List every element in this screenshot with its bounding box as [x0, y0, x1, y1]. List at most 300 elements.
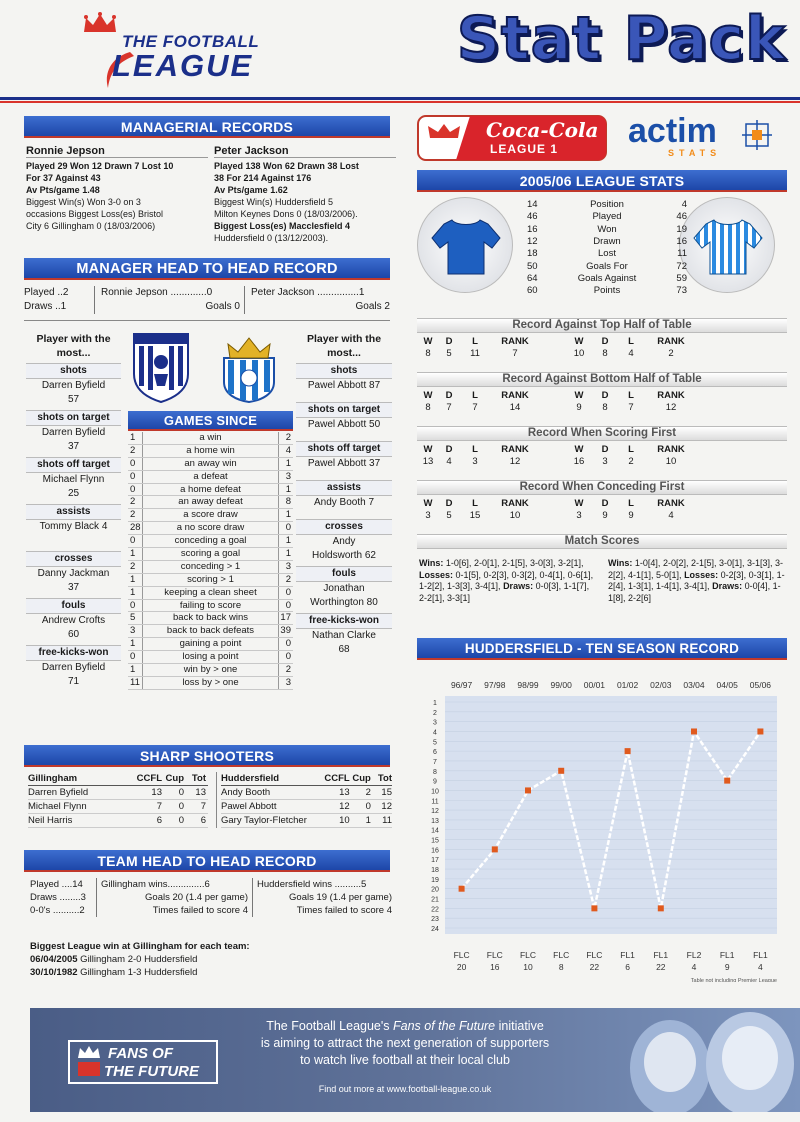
scorer-league-goals: 10 — [339, 815, 350, 826]
match-scores-huddersfield — [608, 558, 786, 604]
hud-wins: Huddersfield wins ..........5 — [257, 879, 367, 890]
huddersfield-count: 2 — [285, 664, 291, 676]
scorer-name: Andy Booth — [221, 787, 271, 798]
biggest-win-date: 06/04/2005 — [30, 954, 78, 965]
gillingham-count: 0 — [130, 651, 136, 663]
gillingham-shirt-icon — [418, 198, 514, 294]
record-line: For 37 Against 43 — [26, 173, 101, 183]
games-since-heading: GAMES SINCE — [128, 411, 293, 431]
team-h2h-huddersfield — [252, 878, 392, 917]
losses-label: Losses: — [684, 569, 719, 580]
games-since-row — [128, 471, 293, 484]
huddersfield-count: 1 — [285, 509, 291, 521]
position-value-label: 16 — [490, 962, 500, 972]
team-name: Huddersfield — [221, 773, 280, 784]
fotf-line1-post: initiative — [495, 1019, 544, 1033]
division-label: FLC — [453, 950, 470, 960]
stat-category-label: shots off target — [296, 441, 392, 457]
fotf-line1: FANS OF — [108, 1045, 174, 1062]
col-tot: Tot — [377, 773, 392, 784]
scorer-cup-goals: 2 — [365, 787, 371, 798]
scorer-cup-goals: 0 — [178, 787, 184, 798]
position-point — [492, 846, 498, 852]
sharp-shooters-gillingham — [28, 772, 208, 828]
manager-name: Ronnie Jepson — [26, 145, 208, 158]
position-tick-label: 11 — [431, 798, 439, 806]
games-since-label: scoring a goal — [142, 548, 279, 560]
season-tick-label: 98/99 — [517, 680, 539, 690]
position-value-label: 8 — [558, 962, 564, 972]
h2h-summary — [24, 286, 94, 314]
manager-h2h-heading: MANAGER HEAD TO HEAD RECORD — [24, 258, 390, 280]
games-since-label: failing to score — [142, 600, 279, 612]
stat-category-label: shots — [26, 363, 121, 379]
team-h2h-gillingham — [96, 878, 248, 917]
record-line: Av Pts/game 1.48 — [26, 185, 100, 195]
position-point — [558, 768, 564, 774]
spacer — [296, 432, 392, 438]
losses-scores: 0-2[3], 0-3[1], 1-2[4], 1-3[1], 1-4[1], 3-4[1], — [608, 569, 785, 591]
games-since-label: conceding a goal — [142, 535, 279, 547]
huddersfield-value: 11 — [677, 248, 687, 260]
games-since-label: gaining a point — [142, 638, 279, 650]
scorer-league-goals: 6 — [156, 815, 162, 826]
record-col-header: RANK — [501, 498, 529, 509]
games-since-label: win by > one — [142, 664, 279, 676]
losses-label: Losses: — [419, 569, 454, 580]
sharp-shooters-header — [28, 772, 208, 786]
gillingham-count: 0 — [130, 535, 136, 547]
division-label: FL1 — [753, 950, 768, 960]
huddersfield-count: 3 — [285, 676, 291, 688]
season-tick-label: 96/97 — [450, 680, 473, 690]
season-tick-label: 01/02 — [616, 680, 639, 690]
record-value: 4 — [628, 348, 634, 359]
record-col-header: RANK — [657, 390, 685, 401]
scorer-cup-goals: 0 — [365, 801, 371, 812]
division-label: FL1 — [653, 950, 669, 960]
gillingham-value: 50 — [527, 260, 538, 272]
gillingham-count: 0 — [130, 470, 136, 482]
header-rule-red — [0, 101, 800, 103]
record-values-row — [417, 348, 787, 360]
position-tick-label: 20 — [431, 886, 439, 894]
stat-category-label: shots on target — [296, 402, 392, 418]
record-col-header: L — [472, 498, 478, 509]
record-heading: Record Against Top Half of Table — [417, 318, 787, 333]
record-col-header: D — [445, 444, 453, 455]
stat-category-label: fouls — [296, 566, 392, 582]
fotf-line2: THE FUTURE — [104, 1063, 199, 1080]
record-col-header: W — [423, 390, 433, 401]
scorer-league-goals: 7 — [156, 801, 162, 812]
position-value-label: 10 — [523, 962, 533, 972]
gill-goals: Goals 20 (1.4 per game) — [145, 892, 248, 903]
record-col-header: W — [574, 390, 584, 401]
record-value: 10 — [665, 456, 677, 467]
spacer — [296, 393, 392, 399]
col-cup: Cup — [352, 773, 371, 784]
record-col-header: W — [423, 444, 433, 455]
draws-scores: 0-0[3], 1-1[7], 2-2[1], 3-3[1] — [419, 581, 590, 603]
huddersfield-count: 39 — [280, 625, 291, 637]
header-rule-blue — [0, 97, 800, 100]
gillingham-count: 28 — [130, 522, 141, 534]
record-grid — [417, 390, 787, 414]
league-stat-label: Goals Against — [577, 272, 637, 284]
record-value: 9 — [628, 510, 634, 521]
scorer-total-goals: 13 — [195, 787, 206, 798]
games-since-label: keeping a clean sheet — [142, 587, 279, 599]
wins-label: Wins: — [419, 558, 444, 568]
gill-wins: Gillingham wins..............6 — [101, 879, 210, 890]
player-most-right — [296, 332, 392, 657]
player-name: Andy Booth 7 — [313, 497, 375, 508]
games-since-row — [128, 496, 293, 509]
position-value-label: 9 — [724, 962, 730, 972]
record-value: 7 — [512, 348, 518, 359]
col-tot: Tot — [191, 773, 206, 784]
games-since-label: back to back wins — [142, 612, 279, 624]
position-tick-label: 19 — [431, 876, 439, 884]
league-stats-heading: 2005/06 LEAGUE STATS — [417, 170, 787, 192]
record-col-header: D — [445, 390, 453, 401]
record-value: 8 — [602, 402, 608, 413]
stat-category-label: shots — [296, 363, 392, 379]
draws-scores: 0-0[4], 1-1[8], 2-2[6] — [608, 581, 781, 603]
games-since-label: a home defeat — [142, 484, 279, 496]
chart-footnote: Table not including Premier League — [690, 978, 777, 982]
record-col-header: W — [574, 336, 584, 347]
position-value-label: 4 — [691, 962, 697, 972]
team-name: Gillingham — [28, 773, 78, 784]
position-tick-label: 14 — [431, 827, 439, 835]
league-stat-label: Position — [590, 199, 624, 210]
stat-category-label: crosses — [26, 551, 121, 567]
games-since-label: a win — [142, 432, 279, 444]
huddersfield-count: 1 — [285, 548, 291, 560]
huddersfield-value: 46 — [676, 211, 687, 223]
record-value: 3 — [602, 456, 608, 467]
player-stat-value: 57 — [67, 394, 80, 405]
ten-season-chart-svg — [417, 672, 789, 982]
position-tick-label: 22 — [431, 906, 439, 914]
player-name: Nathan Clarke — [312, 630, 376, 641]
scorer-cup-goals: 1 — [365, 815, 371, 826]
season-tick-label: 99/00 — [550, 680, 572, 690]
player-name: Pawel Abbott 37 — [307, 458, 381, 469]
player-stat-value: 37 — [67, 441, 80, 452]
record-col-header: W — [574, 444, 584, 455]
gillingham-value: 16 — [527, 223, 538, 235]
position-tick-label: 12 — [431, 808, 439, 816]
position-tick-label: 13 — [431, 817, 439, 825]
gillingham-count: 1 — [130, 432, 136, 443]
position-value-label: 22 — [656, 962, 666, 972]
league-stat-row — [527, 261, 687, 273]
record-value: 14 — [509, 402, 521, 413]
huddersfield-count: 2 — [285, 573, 291, 585]
huddersfield-shirt-badge — [679, 197, 775, 293]
record-col-header: D — [601, 336, 609, 347]
sharp-shooters-header — [221, 772, 392, 786]
games-since-label: a defeat — [142, 471, 279, 483]
position-tick-label: 15 — [431, 837, 439, 845]
logo-line2: LEAGUE — [112, 48, 254, 83]
scorer-name: Neil Harris — [28, 815, 73, 826]
record-value: 10 — [573, 348, 585, 359]
fotf-website-link[interactable]: Find out more at www.football-league.co.uk — [318, 1084, 492, 1094]
games-since-row — [128, 509, 293, 522]
position-tick-label: 5 — [433, 739, 437, 747]
stat-category-label: fouls — [26, 598, 121, 614]
fotf-message — [225, 1018, 585, 1069]
record-grid — [417, 498, 787, 522]
position-tick-label: 7 — [433, 758, 437, 766]
gillingham-count: 2 — [130, 496, 136, 508]
league-stat-row — [527, 199, 687, 211]
player-most-title: Player with the most... — [36, 333, 111, 359]
record-value: 5 — [446, 348, 452, 359]
position-point — [724, 778, 730, 784]
huddersfield-shirt-icon — [680, 198, 776, 294]
h2h-jackson-wins: Peter Jackson ...............1 — [251, 287, 365, 298]
position-point — [591, 905, 597, 911]
stat-category-label: free-kicks-won — [26, 645, 121, 661]
position-tick-label: 1 — [433, 700, 437, 707]
position-point — [691, 728, 697, 734]
record-col-header: D — [445, 498, 453, 509]
fans-of-future-banner — [30, 1008, 800, 1112]
biggest-win-text: Gillingham 1-3 Huddersfield — [77, 967, 198, 978]
scorer-total-goals: 12 — [381, 801, 392, 812]
wins-label: Wins: — [608, 558, 633, 568]
league-stat-label: Drawn — [593, 235, 621, 247]
league-stat-label: Won — [597, 223, 617, 235]
huddersfield-count: 0 — [285, 638, 291, 650]
gillingham-count: 11 — [130, 676, 140, 688]
crown-icon — [82, 12, 118, 36]
record-line: Biggest Win(s) Huddersfield 5 — [214, 197, 334, 207]
gillingham-count: 5 — [130, 612, 136, 624]
scorer-cup-goals: 0 — [178, 801, 184, 812]
record-value: 15 — [469, 510, 481, 521]
record-col-header: RANK — [657, 498, 685, 509]
division-label: FL1 — [719, 950, 735, 960]
record-heading: Record Against Bottom Half of Table — [417, 372, 787, 387]
gillingham-value: 12 — [527, 235, 538, 247]
player-name: Pawel Abbott 87 — [307, 380, 381, 391]
position-tick-label: 16 — [431, 847, 439, 855]
gillingham-value: 64 — [527, 272, 538, 284]
huddersfield-count: 1 — [285, 457, 291, 469]
games-since-label: a no score draw — [142, 522, 279, 534]
stat-category-label: shots on target — [26, 410, 121, 426]
player-name: Michael Flynn — [42, 474, 105, 485]
record-line: Huddersfield 0 (13/12/2003). — [214, 233, 329, 243]
player-name: Pawel Abbott 50 — [307, 419, 381, 430]
record-col-header: L — [472, 444, 478, 455]
football-league-logo — [62, 12, 322, 92]
season-tick-label: 97/98 — [484, 680, 506, 690]
gillingham-crest — [130, 330, 192, 409]
position-value-label: 4 — [758, 962, 763, 972]
games-since-label: an away win — [142, 458, 279, 470]
huddersfield-count: 8 — [285, 496, 291, 508]
huddersfield-count: 3 — [285, 560, 291, 572]
huddersfield-value: 73 — [676, 285, 687, 297]
games-since-row — [128, 677, 293, 690]
games-since-row — [128, 522, 293, 535]
record-values-row — [417, 510, 787, 522]
games-since-row — [128, 600, 293, 613]
huddersfield-count: 4 — [285, 444, 291, 456]
player-name: Tommy Black 4 — [39, 521, 108, 532]
match-scores-gillingham — [419, 558, 597, 604]
scorer-name: Pawel Abbott — [221, 801, 277, 812]
record-value: 2 — [628, 456, 634, 467]
team-h2h-heading: TEAM HEAD TO HEAD RECORD — [24, 850, 390, 872]
team-h2h-summary — [30, 878, 92, 917]
record-heading: Record When Scoring First — [417, 426, 787, 441]
wins-scores: 1-0[4], 2-0[2], 2-1[5], 3-0[1], 3-1[3], 3-2[2], 4-1[1], 5-0[1], — [608, 558, 784, 580]
division-label: FLC — [586, 950, 603, 960]
record-header-row — [417, 336, 787, 348]
huddersfield-count: 1 — [285, 535, 291, 547]
games-since-row — [128, 638, 293, 651]
gillingham-value: 46 — [527, 211, 538, 223]
position-point — [757, 728, 763, 734]
season-tick-label: 04/05 — [716, 680, 738, 690]
divider — [24, 320, 390, 321]
record-col-header: RANK — [501, 390, 529, 401]
record-line: Biggest Loss(es) Macclesfield 4 — [214, 221, 351, 231]
record-col-header: W — [574, 498, 584, 509]
player-name: Darren Byfield — [41, 662, 106, 673]
league-stats-panel — [417, 195, 787, 307]
record-col-header: L — [472, 336, 478, 347]
record-line: Biggest Win(s) Won 3-0 on 3 — [26, 197, 141, 207]
record-values-row — [417, 456, 787, 468]
division-label: FLC — [486, 950, 503, 960]
record-col-header: L — [472, 390, 478, 401]
player-stat-value: 71 — [67, 676, 80, 687]
h2h-draws: Draws ..1 — [24, 301, 67, 312]
scorer-league-goals: 13 — [339, 787, 350, 798]
record-line: Played 138 Won 62 Drawn 38 Lost — [214, 161, 359, 171]
col-ccfl: CCFL — [324, 773, 350, 784]
position-tick-label: 21 — [431, 896, 439, 904]
h2h-jepson — [94, 286, 244, 314]
gillingham-count: 0 — [130, 457, 136, 469]
huddersfield-count: 0 — [285, 522, 291, 534]
team-h2h-draws: Draws ........3 — [30, 892, 86, 903]
position-tick-label: 17 — [431, 857, 439, 865]
huddersfield-value: 72 — [676, 260, 687, 272]
games-since-row — [128, 484, 293, 497]
biggest-wins-title: Biggest League win at Gillingham for each team: — [30, 941, 250, 952]
logo-line1: THE FOOTBALL — [122, 32, 260, 51]
league-stat-row — [527, 211, 687, 223]
huddersfield-count: 2 — [285, 432, 291, 443]
scorer-total-goals: 6 — [200, 815, 206, 826]
record-value: 2 — [668, 348, 674, 359]
gillingham-count: 1 — [130, 638, 136, 650]
record-line: Milton Keynes Dons 0 (18/03/2006). — [214, 209, 358, 219]
scorer-total-goals: 7 — [200, 801, 206, 812]
col-cup: Cup — [165, 773, 184, 784]
record-line: Played 29 Won 12 Drawn 7 Lost 10 — [26, 161, 174, 171]
team-h2h-goalless: 0-0's ..........2 — [30, 905, 85, 916]
actim-stats-text: STATS — [668, 148, 722, 158]
player-name: Darren Byfield — [41, 427, 106, 438]
manager-jepson-record — [26, 145, 208, 232]
season-tick-label: 00/01 — [583, 680, 606, 690]
record-col-header: L — [628, 390, 634, 401]
scorer-row — [28, 800, 208, 814]
league-stat-label: Lost — [598, 248, 616, 260]
position-tick-label: 24 — [431, 926, 439, 933]
record-col-header: RANK — [501, 444, 529, 455]
scorer-row — [28, 786, 208, 800]
league-stat-row — [527, 248, 687, 260]
position-value-label: 6 — [625, 962, 630, 972]
position-point — [658, 905, 664, 911]
children-photo — [600, 1008, 800, 1112]
ten-season-heading: HUDDERSFIELD - TEN SEASON RECORD — [417, 638, 787, 660]
position-tick-label: 23 — [431, 916, 439, 924]
scorer-row — [221, 800, 392, 814]
player-name: Andy — [332, 536, 356, 547]
games-since-table — [128, 432, 293, 690]
league-stat-row — [527, 285, 687, 297]
player-stat-value: 37 — [67, 582, 80, 593]
huddersfield-value: 19 — [676, 223, 687, 235]
record-value: 10 — [509, 510, 521, 521]
gillingham-count: 0 — [130, 599, 136, 611]
record-value: 7 — [628, 402, 634, 413]
wins-scores: 1-0[6], 2-0[1], 2-1[5], 3-0[3], 3-2[1], — [443, 558, 584, 568]
record-value: 16 — [573, 456, 585, 467]
games-since-row — [128, 561, 293, 574]
record-grid — [417, 444, 787, 468]
fotf-line1-pre: The Football League's — [266, 1019, 393, 1033]
draws-label: Draws: — [503, 581, 534, 591]
position-tick-label: 6 — [433, 749, 437, 757]
player-name: Andrew Crofts — [41, 615, 106, 626]
games-since-label: losing a point — [142, 651, 279, 663]
position-value-label: 20 — [456, 962, 467, 972]
record-line: Av Pts/game 1.62 — [214, 185, 288, 195]
fans-of-future-logo — [68, 1040, 218, 1084]
season-tick-label: 03/04 — [683, 680, 705, 690]
record-col-header: L — [628, 498, 634, 509]
scorer-league-goals: 12 — [339, 801, 350, 812]
huddersfield-count: 0 — [285, 599, 291, 611]
huddersfield-count: 0 — [285, 586, 291, 598]
gillingham-count: 1 — [130, 548, 136, 560]
gillingham-count: 3 — [130, 625, 136, 637]
fotf-line1-em: Fans of the Future — [393, 1019, 496, 1033]
record-value: 4 — [446, 456, 452, 467]
gillingham-value: 14 — [527, 199, 538, 210]
stat-category-label: assists — [26, 504, 121, 520]
record-value: 9 — [576, 402, 582, 413]
games-since-label: loss by > one — [142, 677, 279, 689]
gillingham-shirt-badge — [417, 197, 513, 293]
stat-category-label: crosses — [296, 519, 392, 535]
season-tick-label: 05/06 — [749, 680, 772, 690]
